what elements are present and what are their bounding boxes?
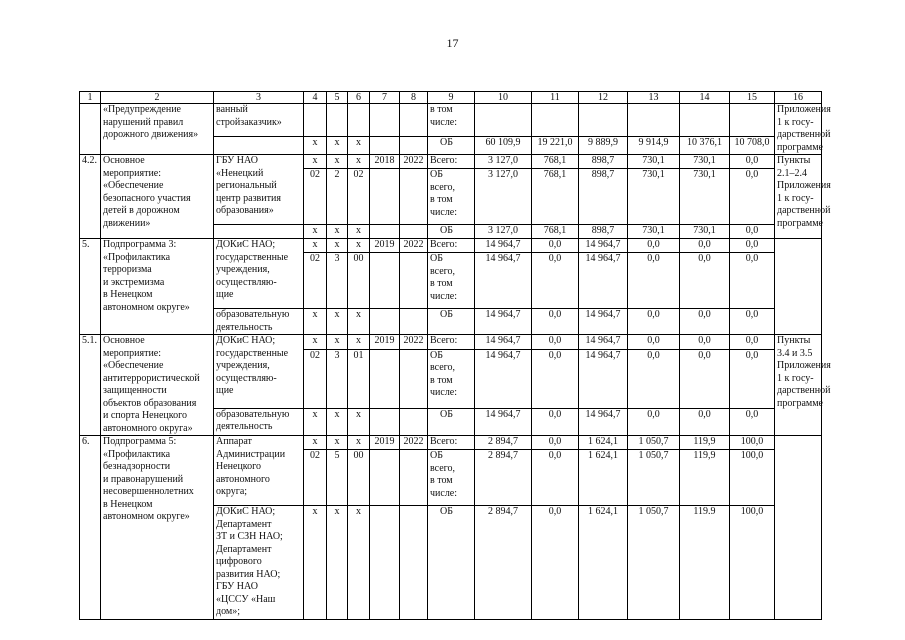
- amount-cell: 0,0: [532, 349, 579, 408]
- amount-cell: 0,0: [730, 239, 775, 253]
- code-col6: 00: [348, 450, 370, 506]
- amount-cell: 768,1: [532, 225, 579, 239]
- amount-cell: 0,0: [628, 349, 680, 408]
- amount-cell: 0,0: [532, 506, 579, 620]
- funding-source: Всего:: [428, 239, 475, 253]
- code-col6: х: [348, 408, 370, 435]
- amount-cell: 730,1: [628, 225, 680, 239]
- end-year: [400, 349, 428, 408]
- end-year: [400, 253, 428, 309]
- start-year: [370, 349, 400, 408]
- amount-cell: 3 127,0: [475, 225, 532, 239]
- amount-cell: 0,0: [730, 408, 775, 435]
- amount-cell: 14 964,7: [475, 309, 532, 335]
- end-year: [400, 506, 428, 620]
- amount-cell: 0,0: [730, 335, 775, 350]
- executor-continued: образовательную деятельность: [214, 309, 304, 335]
- funding-source: Всего:: [428, 436, 475, 450]
- code-col6: 00: [348, 253, 370, 309]
- executor: ванный стройзаказчик»: [214, 104, 304, 137]
- activity-name: Основное мероприятие: «Обеспечение безопасного участия детей в дорожном движении»: [101, 155, 214, 239]
- row-number: [80, 104, 101, 155]
- amount-cell: 14 964,7: [579, 408, 628, 435]
- code-col6: х: [348, 506, 370, 620]
- code-col5: [327, 104, 348, 137]
- amount-cell: 14 964,7: [475, 239, 532, 253]
- start-year: [370, 309, 400, 335]
- amount-cell: 0,0: [680, 253, 730, 309]
- code-col4: 02: [304, 450, 327, 506]
- amount-cell: 19 221,0: [532, 137, 579, 155]
- executor-continued: образовательную деятельность: [214, 408, 304, 435]
- start-year: 2018: [370, 155, 400, 169]
- amount-cell: 898,7: [579, 225, 628, 239]
- amount-cell: 3 127,0: [475, 155, 532, 169]
- column-header: 12: [579, 92, 628, 104]
- row-number: 4.2.: [80, 155, 101, 239]
- amount-cell: 0,0: [730, 225, 775, 239]
- code-col6: х: [348, 239, 370, 253]
- code-col4: х: [304, 155, 327, 169]
- amount-cell: 3 127,0: [475, 169, 532, 225]
- code-col4: х: [304, 137, 327, 155]
- code-col5: 3: [327, 349, 348, 408]
- notes: Приложения 1 к госу- дарственной программе: [775, 104, 822, 155]
- code-col5: х: [327, 506, 348, 620]
- amount-cell: 14 964,7: [579, 253, 628, 309]
- executor: Аппарат Администрации Ненецкого автономного округа;: [214, 436, 304, 506]
- amount-cell: 100,0: [730, 450, 775, 506]
- end-year: [400, 137, 428, 155]
- end-year: [400, 169, 428, 225]
- amount-cell: 0,0: [628, 253, 680, 309]
- amount-cell: 0,0: [680, 335, 730, 350]
- amount-cell: 0,0: [628, 408, 680, 435]
- amount-cell: 0,0: [730, 309, 775, 335]
- code-col6: 02: [348, 169, 370, 225]
- funding-source: ОБ всего, в том числе:: [428, 349, 475, 408]
- code-col5: х: [327, 155, 348, 169]
- amount-cell: 14 964,7: [579, 349, 628, 408]
- start-year: [370, 169, 400, 225]
- activity-name: Подпрограмма 5: «Профилактика безнадзорности и правонарушений несовершеннолетних в Ненецком автономном округе»: [101, 436, 214, 620]
- amount-cell: 0,0: [532, 239, 579, 253]
- amount-cell: 898,7: [579, 169, 628, 225]
- amount-cell: 100,0: [730, 506, 775, 620]
- amount-cell: 119,9: [680, 436, 730, 450]
- code-col6: х: [348, 137, 370, 155]
- end-year: [400, 408, 428, 435]
- funding-source: ОБ всего, в том числе:: [428, 450, 475, 506]
- amount-cell: 1 050,7: [628, 450, 680, 506]
- end-year: 2022: [400, 436, 428, 450]
- amount-cell: 0,0: [730, 169, 775, 225]
- column-header: 2: [101, 92, 214, 104]
- code-col4: х: [304, 309, 327, 335]
- amount-cell: 10 376,1: [680, 137, 730, 155]
- funding-source: в том числе:: [428, 104, 475, 137]
- amount-cell: 768,1: [532, 169, 579, 225]
- funding-source: ОБ: [428, 225, 475, 239]
- row-number: 5.: [80, 239, 101, 335]
- activity-name: «Предупреждение нарушений правил дорожного движения»: [101, 104, 214, 155]
- amount-cell: 2 894,7: [475, 436, 532, 450]
- code-col4: х: [304, 506, 327, 620]
- start-year: [370, 450, 400, 506]
- amount-cell: [730, 104, 775, 137]
- column-header: 8: [400, 92, 428, 104]
- amount-cell: 730,1: [628, 155, 680, 169]
- column-header: 1: [80, 92, 101, 104]
- page-number: 17: [446, 36, 459, 50]
- code-col4: х: [304, 225, 327, 239]
- funding-source: ОБ всего, в том числе:: [428, 169, 475, 225]
- code-col6: х: [348, 436, 370, 450]
- amount-cell: 14 964,7: [579, 239, 628, 253]
- amount-cell: 14 964,7: [475, 253, 532, 309]
- amount-cell: 0,0: [730, 349, 775, 408]
- code-col5: х: [327, 436, 348, 450]
- start-year: [370, 408, 400, 435]
- column-header: 13: [628, 92, 680, 104]
- notes: Пункты 3.4 и 3.5 Приложения 1 к госу- дарственной программе: [775, 335, 822, 436]
- amount-cell: 119.9: [680, 506, 730, 620]
- amount-cell: 10 708,0: [730, 137, 775, 155]
- row-number: 5.1.: [80, 335, 101, 436]
- column-header: 15: [730, 92, 775, 104]
- amount-cell: 0,0: [680, 408, 730, 435]
- notes: [775, 436, 822, 620]
- amount-cell: 730,1: [680, 169, 730, 225]
- amount-cell: 898,7: [579, 155, 628, 169]
- code-col6: х: [348, 335, 370, 350]
- start-year: [370, 104, 400, 137]
- code-col5: х: [327, 137, 348, 155]
- amount-cell: 60 109,9: [475, 137, 532, 155]
- amount-cell: 1 624,1: [579, 450, 628, 506]
- amount-cell: 0,0: [532, 436, 579, 450]
- end-year: 2022: [400, 155, 428, 169]
- start-year: [370, 225, 400, 239]
- end-year: [400, 309, 428, 335]
- code-col4: 02: [304, 349, 327, 408]
- amount-cell: 1 624,1: [579, 506, 628, 620]
- start-year: 2019: [370, 239, 400, 253]
- executor-continued: ДОКиС НАО; Департамент ЗТ и СЗН НАО; Департамент цифрового развития НАО; ГБУ НАО «ЦССУ «Наш дом»;: [214, 506, 304, 620]
- column-header: 7: [370, 92, 400, 104]
- funding-source: ОБ: [428, 506, 475, 620]
- funding-source: ОБ: [428, 137, 475, 155]
- column-header: 6: [348, 92, 370, 104]
- executor: ДОКиС НАО; государственные учреждения, осуществляю- щие: [214, 335, 304, 409]
- amount-cell: [680, 104, 730, 137]
- code-col5: х: [327, 408, 348, 435]
- amount-cell: 2 894,7: [475, 450, 532, 506]
- code-col5: 5: [327, 450, 348, 506]
- code-col4: [304, 104, 327, 137]
- executor: ГБУ НАО «Ненецкий региональный центр развития образования»: [214, 155, 304, 225]
- end-year: 2022: [400, 239, 428, 253]
- funding-source: Всего:: [428, 335, 475, 350]
- amount-cell: 119,9: [680, 450, 730, 506]
- amount-cell: [532, 104, 579, 137]
- amount-cell: 0,0: [730, 155, 775, 169]
- amount-cell: [628, 104, 680, 137]
- amount-cell: 0,0: [532, 309, 579, 335]
- funding-source: ОБ: [428, 309, 475, 335]
- amount-cell: 0,0: [680, 309, 730, 335]
- amount-cell: 2 894,7: [475, 506, 532, 620]
- amount-cell: 14 964,7: [579, 335, 628, 350]
- column-header: 5: [327, 92, 348, 104]
- amount-cell: 9 889,9: [579, 137, 628, 155]
- executor: ДОКиС НАО; государственные учреждения, осуществляю- щие: [214, 239, 304, 309]
- amount-cell: [579, 104, 628, 137]
- code-col6: [348, 104, 370, 137]
- amount-cell: 0,0: [532, 253, 579, 309]
- executor-continued: [214, 137, 304, 155]
- column-header: 11: [532, 92, 579, 104]
- program-table: [79, 91, 831, 620]
- start-year: [370, 137, 400, 155]
- code-col6: х: [348, 155, 370, 169]
- amount-cell: 14 964,7: [475, 349, 532, 408]
- code-col4: х: [304, 239, 327, 253]
- table-row: [80, 335, 822, 350]
- amount-cell: 768,1: [532, 155, 579, 169]
- code-col4: х: [304, 408, 327, 435]
- amount-cell: 730,1: [680, 225, 730, 239]
- amount-cell: 14 964,7: [579, 309, 628, 335]
- column-header: 4: [304, 92, 327, 104]
- column-header: 16: [775, 92, 822, 104]
- code-col6: х: [348, 225, 370, 239]
- end-year: [400, 225, 428, 239]
- table-row: [80, 104, 822, 137]
- column-header: 10: [475, 92, 532, 104]
- start-year: 2019: [370, 436, 400, 450]
- code-col4: 02: [304, 169, 327, 225]
- code-col5: х: [327, 335, 348, 350]
- funding-source: ОБ: [428, 408, 475, 435]
- amount-cell: 0,0: [730, 253, 775, 309]
- amount-cell: 0,0: [680, 239, 730, 253]
- table-row: [80, 155, 822, 169]
- row-number: 6.: [80, 436, 101, 620]
- amount-cell: 9 914,9: [628, 137, 680, 155]
- end-year: [400, 450, 428, 506]
- amount-cell: 0,0: [680, 349, 730, 408]
- header-row: [80, 92, 822, 104]
- notes: Пункты 2.1–2.4 Приложения 1 к госу- дарственной программе: [775, 155, 822, 239]
- code-col5: 2: [327, 169, 348, 225]
- amount-cell: 1 624,1: [579, 436, 628, 450]
- amount-cell: 0,0: [532, 408, 579, 435]
- end-year: 2022: [400, 335, 428, 350]
- code-col4: 02: [304, 253, 327, 309]
- amount-cell: 0,0: [628, 309, 680, 335]
- amount-cell: 0,0: [532, 335, 579, 350]
- code-col5: х: [327, 309, 348, 335]
- start-year: 2019: [370, 335, 400, 350]
- end-year: [400, 104, 428, 137]
- amount-cell: 730,1: [680, 155, 730, 169]
- executor-continued: [214, 225, 304, 239]
- amount-cell: 0,0: [628, 335, 680, 350]
- activity-name: Основное мероприятие: «Обеспечение антитеррористической защищенности объектов образования и спорта Ненецкого автономного округа»: [101, 335, 214, 436]
- start-year: [370, 253, 400, 309]
- amount-cell: 14 964,7: [475, 335, 532, 350]
- activity-name: Подпрограмма 3: «Профилактика терроризма и экстремизма в Ненецком автономном округе»: [101, 239, 214, 335]
- column-header: 9: [428, 92, 475, 104]
- amount-cell: 14 964,7: [475, 408, 532, 435]
- amount-cell: 0,0: [628, 239, 680, 253]
- start-year: [370, 506, 400, 620]
- column-header: 3: [214, 92, 304, 104]
- code-col5: 3: [327, 253, 348, 309]
- code-col5: х: [327, 239, 348, 253]
- code-col5: х: [327, 225, 348, 239]
- table-row: [80, 436, 822, 450]
- amount-cell: 1 050,7: [628, 436, 680, 450]
- amount-cell: 730,1: [628, 169, 680, 225]
- code-col6: 01: [348, 349, 370, 408]
- code-col4: х: [304, 436, 327, 450]
- amount-cell: 1 050,7: [628, 506, 680, 620]
- code-col4: х: [304, 335, 327, 350]
- column-header: 14: [680, 92, 730, 104]
- notes: [775, 239, 822, 335]
- table-row: [80, 239, 822, 253]
- amount-cell: [475, 104, 532, 137]
- code-col6: х: [348, 309, 370, 335]
- funding-source: ОБ всего, в том числе:: [428, 253, 475, 309]
- funding-source: Всего:: [428, 155, 475, 169]
- amount-cell: 0,0: [532, 450, 579, 506]
- amount-cell: 100,0: [730, 436, 775, 450]
